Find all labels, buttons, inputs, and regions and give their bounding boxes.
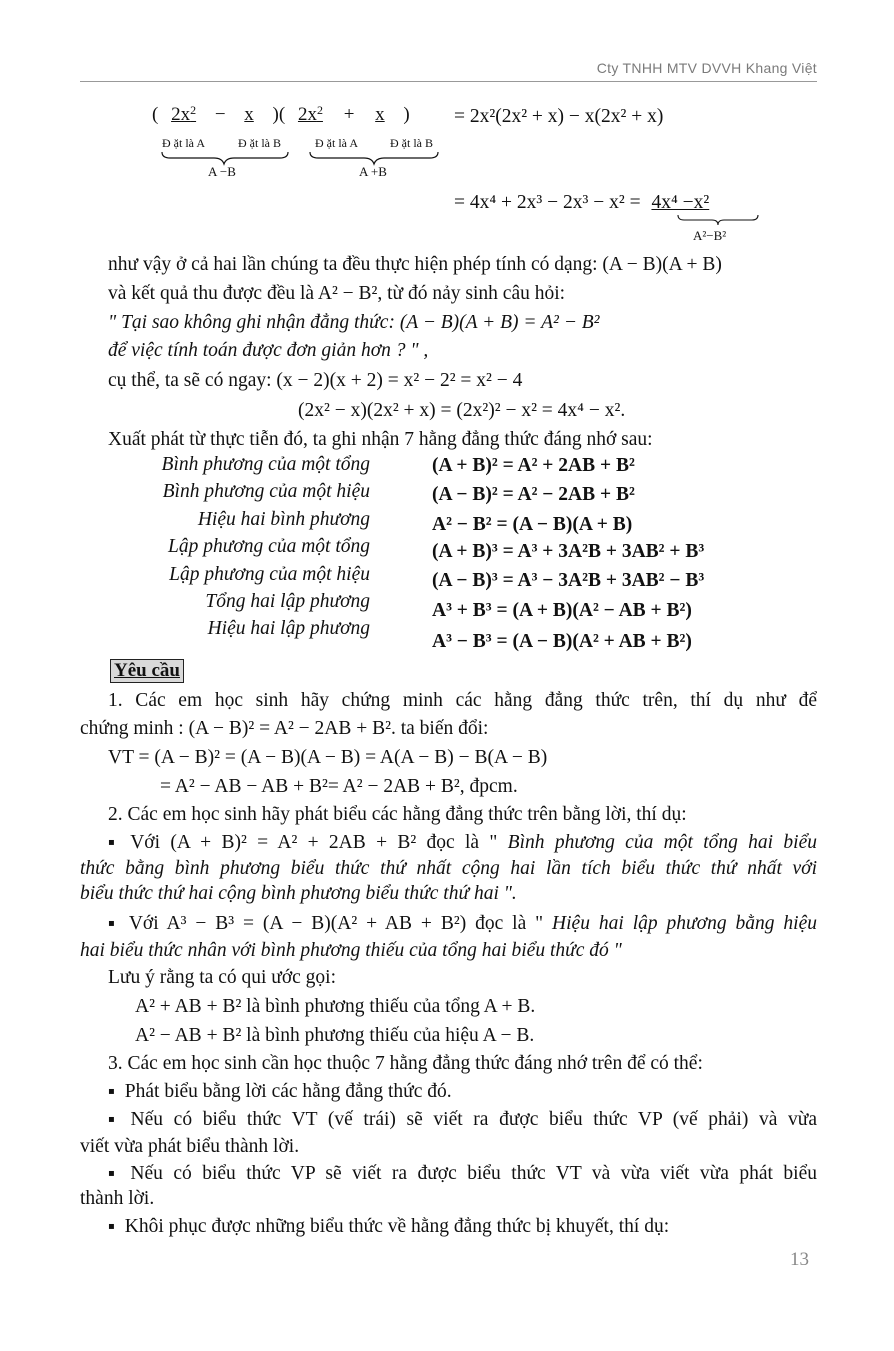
bullet-2-line-a: ▪ Với A³ − B³ = (A − B)(A² + AB + B²) đọc là " Hiệu hai lập phương bằng hiệu xyxy=(108,913,817,934)
underbrace-result xyxy=(676,214,760,226)
intro-line-4: để việc tính toán được đơn giản hơn ? " , xyxy=(108,340,429,361)
result-label-a2-b2: A²−B² xyxy=(693,228,727,243)
identity-name: Tổng hai lập phương xyxy=(205,591,370,612)
intro-line-1: như vậy ở cả hai lần chúng ta đều thực hiện phép tính có dạng: (A − B)(A + B) xyxy=(108,254,722,275)
c-bullet-4: ▪ Khôi phục được những biểu thức về hằng đẳng thức bị khuyết, thí dụ: xyxy=(108,1216,670,1237)
bullet-2-line-b: hai biểu thức nhân với bình phương thiếu của tổng hai biểu thức đó " xyxy=(80,940,622,961)
header-rule xyxy=(80,81,817,82)
term-2x2-a: $2x^2$ xyxy=(171,103,197,125)
identity-formula: (A − B)³ = A³ − 3A²B + 3AB² − B³ xyxy=(432,570,705,591)
identity-name: Hiệu hai bình phương xyxy=(197,509,370,530)
term-2x2-b: $2x^2$ xyxy=(297,103,323,125)
boxed-result: 4x⁴ −x² xyxy=(651,192,710,213)
paren-open: ( xyxy=(152,104,159,125)
label-b-1: Đ ặt là B xyxy=(238,136,281,150)
group-label-a-minus-b: A −B xyxy=(208,164,236,179)
identity-formula: (A + B)² = A² + 2AB + B² xyxy=(432,455,635,476)
paren-close: ) xyxy=(403,104,410,125)
intro-line-5: cụ thể, ta sẽ có ngay: (x − 2)(x + 2) = x² − 2² = x² − 4 xyxy=(108,370,523,391)
identity-name: Bình phương của một hiệu xyxy=(162,481,370,502)
label-b-2: Đ ặt là B xyxy=(390,136,433,150)
bullet-icon: ▪ xyxy=(108,1168,121,1179)
bullet-1-line-a: ▪ Với (A + B)² = A² + 2AB + B² đọc là " Bình phương của một tổng hai biểu xyxy=(108,832,817,853)
bullet-icon: ▪ xyxy=(108,837,121,848)
expansion-lhs xyxy=(152,104,410,126)
identity-formula: A² − B² = (A − B)(A + B) xyxy=(432,514,633,535)
intro-line-6: (2x² − x)(2x² + x) = (2x²)² − x² = 4x⁴ − x². xyxy=(298,400,626,421)
publisher-header: Cty TNHH MTV DVVH Khang Việt xyxy=(596,60,817,76)
req-1-line-b: chứng minh : (A − B)² = A² − 2AB + B². ta biến đổi: xyxy=(80,718,489,739)
term-x-a: x xyxy=(244,104,254,125)
identity-formula: A³ − B³ = (A − B)(A² + AB + B²) xyxy=(432,631,692,652)
group-label-a-plus-b: A +B xyxy=(359,164,387,179)
paren-mid: )( xyxy=(272,104,286,125)
underbrace-1 xyxy=(162,152,288,164)
note-line-1: A² + AB + B² là bình phương thiếu của tổng A + B. xyxy=(135,996,536,1017)
intro-line-7: Xuất phát từ thực tiễn đó, ta ghi nhận 7 hằng đẳng thức đáng nhớ sau: xyxy=(108,429,653,450)
c-bullet-3-a: ▪ Nếu có biểu thức VP sẽ viết ra được biểu thức VT và vừa viết vừa phát biểu xyxy=(108,1163,817,1184)
expansion-rhs-2: = 4x⁴ + 2x³ − 2x³ − x² = 4x⁴ −x² xyxy=(454,192,710,213)
bullet-icon: ▪ xyxy=(108,1221,115,1232)
expansion-rhs-1: = 2x²(2x² + x) − x(2x² + x) xyxy=(454,106,664,127)
label-a-1: Đ ặt là A xyxy=(162,136,205,150)
identity-name: Bình phương của một tổng xyxy=(161,454,370,475)
note-line-2: A² − AB + B² là bình phương thiếu của hiệu A − B. xyxy=(135,1025,535,1046)
c-bullet-3-b: thành lời. xyxy=(80,1188,155,1209)
bullet-icon: ▪ xyxy=(108,1086,115,1097)
label-a-2: Đ ặt là A xyxy=(315,136,358,150)
identity-formula: (A + B)³ = A³ + 3A²B + 3AB² + B³ xyxy=(432,541,705,562)
c-bullet-1: ▪ Phát biểu bằng lời các hằng đẳng thức đó. xyxy=(108,1081,452,1102)
underbrace-2 xyxy=(310,152,438,164)
req-2-line: 2. Các em học sinh hãy phát biểu các hằng đẳng thức trên bằng lời, thí dụ: xyxy=(108,804,687,825)
req-1-line-a: 1. Các em học sinh hãy chứng minh các hằng đẳng thức trên, thí dụ như để xyxy=(108,690,817,711)
c-bullet-2-b: viết vừa phát biểu thành lời. xyxy=(80,1136,300,1157)
bullet-1-line-c: biểu thức thứ hai cộng bình phương biểu thức thứ hai ". xyxy=(80,883,517,904)
requirements-heading: Yêu cầu xyxy=(110,659,184,683)
intro-line-3: " Tại sao không ghi nhận đẳng thức: (A − B)(A + B) = A² − B² xyxy=(108,312,600,333)
underbraces xyxy=(150,150,450,166)
identity-name: Lập phương của một hiệu xyxy=(169,564,370,585)
note-line: Lưu ý rằng ta có qui ước gọi: xyxy=(108,967,337,988)
plus-sign: + xyxy=(343,104,355,125)
identity-name: Hiệu hai lập phương xyxy=(207,618,370,639)
page-number: 13 xyxy=(790,1249,809,1270)
minus-sign: − xyxy=(214,104,226,125)
bullet-icon: ▪ xyxy=(108,1114,121,1125)
term-x-b: x xyxy=(375,104,385,125)
req-1-line-c: VT = (A − B)² = (A − B)(A − B) = A(A − B) − B(A − B) xyxy=(108,747,548,768)
bullet-icon: ▪ xyxy=(108,918,119,929)
identity-name: Lập phương của một tổng xyxy=(168,536,370,557)
c-bullet-2-a: ▪ Nếu có biểu thức VT (vế trái) sẽ viết ra được biểu thức VP (vế phải) và vừa xyxy=(108,1109,817,1130)
bullet-1-line-b: thức bằng bình phương biểu thức thứ nhất cộng hai lần tích biểu thức thứ nhất với xyxy=(80,858,817,879)
identity-formula: A³ + B³ = (A + B)(A² − AB + B²) xyxy=(432,600,692,621)
identity-formula: (A − B)² = A² − 2AB + B² xyxy=(432,484,635,505)
req-1-line-d: = A² − AB − AB + B²= A² − 2AB + B², đpcm. xyxy=(160,776,518,797)
req-3-line: 3. Các em học sinh cần học thuộc 7 hằng đẳng thức đáng nhớ trên để có thể: xyxy=(108,1053,703,1074)
intro-line-2: và kết quả thu được đều là A² − B², từ đó nảy sinh câu hỏi: xyxy=(108,283,566,304)
